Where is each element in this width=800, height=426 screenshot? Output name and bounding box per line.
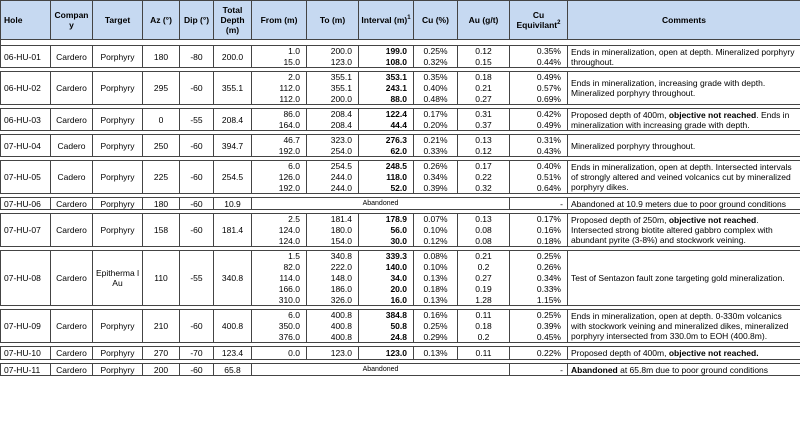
comment-cell [568,161,800,194]
dip: -55 [180,109,214,131]
hole-id: 07-HU-05 [1,161,51,194]
dip: -60 [180,214,214,247]
cu-value: 0.34% [414,172,458,183]
hole-id: 07-HU-06 [1,198,51,210]
interval-value: 276.3 [359,135,414,146]
cu-equivalent-value: 0.16% [510,225,568,236]
dip: -60 [180,135,214,157]
interval-value: 88.0 [359,94,414,105]
comment-text: at 65.8m due to poor ground conditions [617,364,769,375]
target: Porphyry [93,109,143,131]
comment-cell [568,46,800,68]
total-depth: 394.7 [214,135,252,157]
comment-cell [568,310,800,343]
cu-equivalent-value: 0.25% [510,310,568,321]
header-cueq-label: Cu Equivilant [516,10,558,30]
comment-text: Proposed depth of 250m, [571,215,669,225]
to-value: 326.0 [307,295,359,306]
total-depth: 200.0 [214,46,252,68]
table-row [1,72,800,83]
cu-equivalent-value: 0.64% [510,183,568,194]
company: Cardero [51,364,93,376]
header-interval-footnote: 1 [407,15,411,22]
cu-value: 0.10% [414,262,458,273]
abandoned-label: Abandoned [252,198,510,210]
interval-value: 24.8 [359,332,414,343]
cu-value: 0.13% [414,347,458,360]
company: Cardero [51,251,93,306]
comment-cell [568,72,800,105]
dip: -60 [180,72,214,105]
from-value: 82.0 [252,262,307,273]
au-value: 0.15 [458,57,510,68]
header-cu: Cu (%) [414,1,458,40]
to-value: 200.0 [307,46,359,57]
interval-value: 30.0 [359,236,414,247]
cu-value: 0.39% [414,183,458,194]
from-value: 376.0 [252,332,307,343]
comment-cell [568,109,800,131]
target: Porphyry [93,310,143,343]
hole-id: 06-HU-03 [1,109,51,131]
cu-equivalent-value: 0.57% [510,83,568,94]
cu-value: 0.13% [414,273,458,284]
to-value: 244.0 [307,183,359,194]
from-value: 164.0 [252,120,307,131]
table-row [1,364,800,376]
hole-id: 06-HU-02 [1,72,51,105]
interval-value: 243.1 [359,83,414,94]
cu-equivalent-value: 0.31% [510,135,568,146]
dip: -80 [180,46,214,68]
azimuth: 250 [143,135,180,157]
cu-equivalent-value: 0.17% [510,214,568,225]
header-cu-equivalent [510,1,568,40]
dip: -70 [180,347,214,360]
interval-value: 339.3 [359,251,414,262]
from-value: 124.0 [252,225,307,236]
hole-id: 07-HU-07 [1,214,51,247]
cu-equivalent-value: 0.33% [510,284,568,295]
company: Cardero [51,347,93,360]
comment-cell [568,347,800,360]
au-value: 0.27 [458,273,510,284]
header-cueq-footnote: 2 [557,20,561,27]
from-value: 350.0 [252,321,307,332]
au-value: 0.11 [458,310,510,321]
header-company: Compan y [51,1,93,40]
azimuth: 158 [143,214,180,247]
hole-id: 07-HU-11 [1,364,51,376]
cu-equivalent-value: 0.40% [510,161,568,172]
to-value: 400.8 [307,310,359,321]
cu-equivalent-value: 0.49% [510,72,568,83]
company: Cadero [51,135,93,157]
table-row [1,347,800,360]
cu-value: 0.16% [414,310,458,321]
au-value: 0.22 [458,172,510,183]
from-value: 112.0 [252,94,307,105]
au-value: 0.21 [458,83,510,94]
hole-id: 07-HU-09 [1,310,51,343]
cu-value: 0.32% [414,57,458,68]
cu-value: 0.40% [414,83,458,94]
table-row [1,135,800,146]
comment-cell [568,135,800,157]
hole-id: 07-HU-10 [1,347,51,360]
to-value: 181.4 [307,214,359,225]
cu-equivalent-value: 0.35% [510,46,568,57]
au-value: 1.28 [458,295,510,306]
au-value: 0.13 [458,135,510,146]
target: Porphyry [93,161,143,194]
cu-equivalent-value: 0.44% [510,57,568,68]
target: Porphyry [93,135,143,157]
to-value: 123.0 [307,57,359,68]
target: Porphyry [93,347,143,360]
to-value: 186.0 [307,284,359,295]
cu-value: 0.25% [414,46,458,57]
azimuth: 0 [143,109,180,131]
comment-text: Test of Sentazon fault zone targeting gold mineralization. [571,273,785,283]
company: Cardero [51,46,93,68]
from-value: 124.0 [252,236,307,247]
header-comments: Comments [568,1,800,40]
azimuth: 110 [143,251,180,306]
au-value: 0.37 [458,120,510,131]
to-value: 355.1 [307,72,359,83]
cu-equivalent-value: 0.25% [510,251,568,262]
comment-text: Proposed depth of 400m, [571,109,669,120]
au-value: 0.19 [458,284,510,295]
to-value: 222.0 [307,262,359,273]
cu-equivalent-value: 0.43% [510,146,568,157]
to-value: 180.0 [307,225,359,236]
to-value: 254.0 [307,146,359,157]
from-value: 114.0 [252,273,307,284]
header-row [1,1,800,40]
from-value: 6.0 [252,310,307,321]
azimuth: 225 [143,161,180,194]
interval-value: 52.0 [359,183,414,194]
au-value: 0.13 [458,214,510,225]
interval-value: 56.0 [359,225,414,236]
table-row [1,161,800,172]
au-value: 0.2 [458,262,510,273]
interval-value: 34.0 [359,273,414,284]
cu-value: 0.18% [414,284,458,295]
au-value: 0.27 [458,94,510,105]
comment-cell [568,198,800,210]
cu-value: 0.25% [414,321,458,332]
azimuth: 210 [143,310,180,343]
from-value: 1.0 [252,46,307,57]
comment-text: Ends in mineralization, open at depth. 0-330m volcanics with stockwork veining and mineralized dikes, mineralized porphyry intersected from 330.0m to EOH (400.8m). [571,311,789,341]
company: Cardero [51,310,93,343]
to-value: 154.0 [307,236,359,247]
cu-equivalent-value: 0.34% [510,273,568,284]
dip: -60 [180,364,214,376]
to-value: 123.0 [307,347,359,360]
to-value: 400.8 [307,321,359,332]
from-value: 46.7 [252,135,307,146]
interval-value: 62.0 [359,146,414,157]
cu-equivalent-value: 0.42% [510,109,568,120]
au-value: 0.17 [458,161,510,172]
total-depth: 400.8 [214,310,252,343]
hole-id: 07-HU-08 [1,251,51,306]
table-row [1,214,800,225]
from-value: 166.0 [252,284,307,295]
interval-value: 122.4 [359,109,414,120]
total-depth: 181.4 [214,214,252,247]
au-value: 0.18 [458,72,510,83]
target: Porphyry [93,198,143,210]
comment-text: Proposed depth of 400m, [571,348,669,358]
comment-cell [568,364,800,376]
comment-cell [568,251,800,306]
cu-value: 0.21% [414,135,458,146]
target: Porphyry [93,46,143,68]
interval-value: 353.1 [359,72,414,83]
to-value: 208.4 [307,120,359,131]
dip: -55 [180,251,214,306]
azimuth: 270 [143,347,180,360]
cu-value: 0.17% [414,109,458,120]
cu-equivalent-value: 0.18% [510,236,568,247]
azimuth: 200 [143,364,180,376]
from-value: 126.0 [252,172,307,183]
comment-emphasis: Abandoned [571,364,618,375]
company: Cardero [51,109,93,131]
dip: -60 [180,161,214,194]
table-row [1,251,800,262]
header-target: Target [93,1,143,40]
from-value: 2.0 [252,72,307,83]
azimuth: 180 [143,198,180,210]
comment-text: Ends in mineralization, increasing grade with depth. Mineralized porphyry throughout. [571,78,766,98]
header-interval [359,1,414,40]
total-depth: 355.1 [214,72,252,105]
table-row [1,198,800,210]
interval-value: 20.0 [359,284,414,295]
cu-equivalent-value: - [510,364,568,376]
target: Porphyry [93,214,143,247]
from-value: 310.0 [252,295,307,306]
company: Cardero [51,72,93,105]
au-value: 0.31 [458,109,510,120]
header-to: To (m) [307,1,359,40]
total-depth: 123.4 [214,347,252,360]
from-value: 86.0 [252,109,307,120]
azimuth: 180 [143,46,180,68]
comment-text: Abandoned at 10.9 meters due to poor ground conditions [571,198,787,209]
interval-value: 248.5 [359,161,414,172]
target: Epitherma l Au [93,251,143,306]
dip: -60 [180,310,214,343]
au-value: 0.2 [458,332,510,343]
to-value: 254.5 [307,161,359,172]
interval-value: 199.0 [359,46,414,57]
cu-equivalent-value: 0.22% [510,347,568,360]
cu-value: 0.35% [414,72,458,83]
interval-value: 384.8 [359,310,414,321]
header-total-depth: Total Depth (m) [214,1,252,40]
total-depth: 10.9 [214,198,252,210]
au-value: 0.12 [458,46,510,57]
au-value: 0.11 [458,347,510,360]
table-row [1,310,800,321]
from-value: 0.0 [252,347,307,360]
cu-value: 0.33% [414,146,458,157]
to-value: 400.8 [307,332,359,343]
header-from: From (m) [252,1,307,40]
cu-value: 0.26% [414,161,458,172]
au-value: 0.08 [458,225,510,236]
to-value: 355.1 [307,83,359,94]
table-body [1,46,800,376]
header-au: Au (g/t) [458,1,510,40]
au-value: 0.32 [458,183,510,194]
interval-value: 44.4 [359,120,414,131]
comment-text: Ends in mineralization, open at depth. Mineralized porphyry throughout. [571,46,795,67]
comment-text: Ends in mineralization, open at depth. Intersected intervals of strongly altered and veined volcanics cut by mineralized porphyry dikes. [571,162,792,192]
from-value: 192.0 [252,146,307,157]
azimuth: 295 [143,72,180,105]
company: Cadero [51,161,93,194]
from-value: 112.0 [252,83,307,94]
cu-value: 0.07% [414,214,458,225]
table-row [1,109,800,120]
total-depth: 340.8 [214,251,252,306]
to-value: 244.0 [307,172,359,183]
dip: -60 [180,198,214,210]
cu-equivalent-value: - [510,198,568,210]
from-value: 192.0 [252,183,307,194]
au-value: 0.12 [458,146,510,157]
comment-emphasis: objective not reached [668,215,757,225]
to-value: 148.0 [307,273,359,284]
comment-emphasis: objective not reached. [668,348,759,358]
comment-text: Mineralized porphyry throughout. [571,140,696,151]
to-value: 323.0 [307,135,359,146]
cu-value: 0.12% [414,236,458,247]
cu-value: 0.10% [414,225,458,236]
from-value: 2.5 [252,214,307,225]
interval-value: 50.8 [359,321,414,332]
cu-value: 0.48% [414,94,458,105]
header-hole: Hole [1,1,51,40]
to-value: 340.8 [307,251,359,262]
cu-equivalent-value: 0.45% [510,332,568,343]
au-value: 0.08 [458,236,510,247]
from-value: 1.5 [252,251,307,262]
interval-value: 108.0 [359,57,414,68]
cu-equivalent-value: 0.26% [510,262,568,273]
interval-value: 118.0 [359,172,414,183]
cu-value: 0.20% [414,120,458,131]
target: Porphyry [93,364,143,376]
table-row [1,46,800,57]
cu-equivalent-value: 0.69% [510,94,568,105]
total-depth: 208.4 [214,109,252,131]
header-az: Az (°) [143,1,180,40]
company: Cardero [51,214,93,247]
interval-value: 123.0 [359,347,414,360]
to-value: 208.4 [307,109,359,120]
cu-value: 0.29% [414,332,458,343]
total-depth: 254.5 [214,161,252,194]
cu-equivalent-value: 0.51% [510,172,568,183]
comment-text: . Intersected strong biotite altered gabbro complex with abundant pyrite (3-8%) and stockwork veining. [571,215,773,245]
company: Cardero [51,198,93,210]
from-value: 15.0 [252,57,307,68]
target: Porphyry [93,72,143,105]
abandoned-label: Abandoned [252,364,510,376]
au-value: 0.18 [458,321,510,332]
au-value: 0.21 [458,251,510,262]
cu-value: 0.08% [414,251,458,262]
header-interval-label: Interval (m) [361,15,408,25]
to-value: 200.0 [307,94,359,105]
header-dip: Dip (°) [180,1,214,40]
cu-value: 0.13% [414,295,458,306]
comment-text: . Ends in mineralization with increasing grade with depth. [571,109,790,130]
interval-value: 140.0 [359,262,414,273]
total-depth: 65.8 [214,364,252,376]
cu-equivalent-value: 1.15% [510,295,568,306]
cu-equivalent-value: 0.49% [510,120,568,131]
interval-value: 16.0 [359,295,414,306]
from-value: 6.0 [252,161,307,172]
hole-id: 06-HU-01 [1,46,51,68]
interval-value: 178.9 [359,214,414,225]
cu-equivalent-value: 0.39% [510,321,568,332]
comment-emphasis: objective not reached [668,109,757,120]
comment-cell [568,214,800,247]
hole-id: 07-HU-04 [1,135,51,157]
